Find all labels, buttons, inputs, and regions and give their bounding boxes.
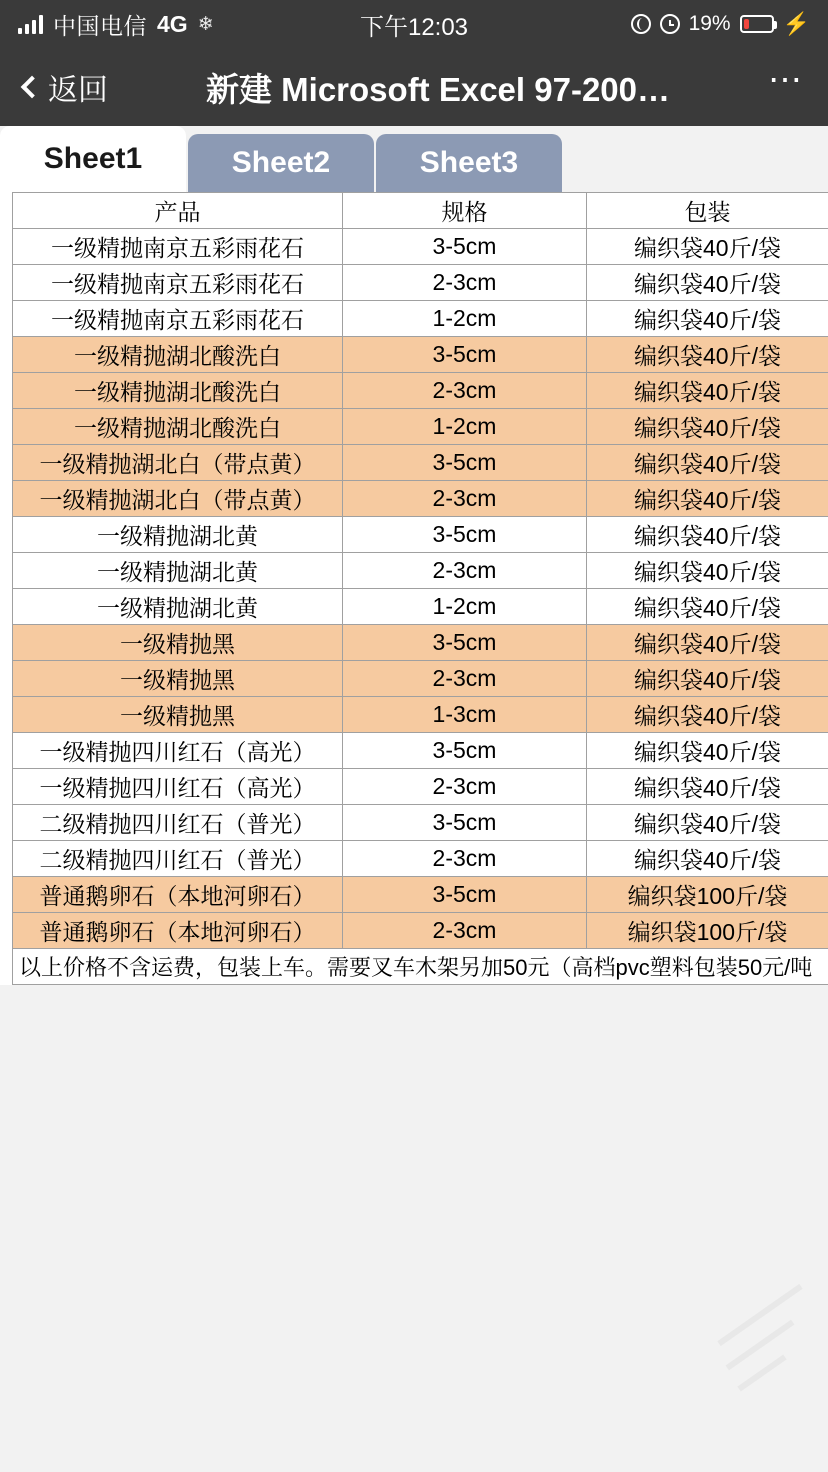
table-row[interactable] xyxy=(13,769,828,805)
tab-sheet1[interactable] xyxy=(0,126,186,192)
cell-product[interactable]: 一级精抛湖北黄 xyxy=(13,589,343,625)
cell-product[interactable]: 一级精抛湖北白（带点黄） xyxy=(13,445,343,481)
cell-spec[interactable]: 2-3cm xyxy=(343,841,587,877)
cell-packaging[interactable]: 编织袋40斤/袋 xyxy=(587,337,828,373)
snowflake-icon: ❄ xyxy=(197,13,214,35)
footer-note[interactable]: 以上价格不含运费，包装上车。需要叉车木架另加50元（高档pvc塑料包装50元/吨 xyxy=(13,949,828,985)
cell-spec[interactable]: 1-2cm xyxy=(343,409,587,445)
cell-product[interactable]: 一级精抛南京五彩雨花石 xyxy=(13,229,343,265)
cell-product[interactable]: 普通鹅卵石（本地河卵石） xyxy=(13,877,343,913)
table-row[interactable] xyxy=(13,229,828,265)
cell-product[interactable]: 二级精抛四川红石（普光） xyxy=(13,805,343,841)
cell-spec[interactable]: 2-3cm xyxy=(343,373,587,409)
cell-product[interactable]: 一级精抛南京五彩雨花石 xyxy=(13,265,343,301)
table-row[interactable] xyxy=(13,661,828,697)
column-header-packaging: 包装 xyxy=(587,193,828,229)
table-row[interactable] xyxy=(13,373,828,409)
column-header-spec: 规格 xyxy=(343,193,587,229)
sheet-tab-bar xyxy=(0,126,828,192)
carrier-label: 中国电信 xyxy=(53,12,147,39)
table-row[interactable] xyxy=(13,265,828,301)
cell-product[interactable]: 一级精抛南京五彩雨花石 xyxy=(13,301,343,337)
table-row[interactable] xyxy=(13,841,828,877)
chevron-left-icon xyxy=(21,76,44,99)
cell-spec[interactable]: 2-3cm xyxy=(343,661,587,697)
navigation-bar xyxy=(0,48,828,126)
cell-product[interactable]: 一级精抛湖北黄 xyxy=(13,517,343,553)
table-row[interactable] xyxy=(13,409,828,445)
cell-packaging[interactable]: 编织袋40斤/袋 xyxy=(587,229,828,265)
watermark-icon xyxy=(700,1282,820,1402)
cell-packaging[interactable]: 编织袋40斤/袋 xyxy=(587,841,828,877)
cell-spec[interactable]: 2-3cm xyxy=(343,913,587,949)
cell-product[interactable]: 一级精抛黑 xyxy=(13,697,343,733)
table-row[interactable] xyxy=(13,517,828,553)
cell-product[interactable]: 普通鹅卵石（本地河卵石） xyxy=(13,913,343,949)
cell-spec[interactable]: 1-2cm xyxy=(343,589,587,625)
cell-packaging[interactable]: 编织袋40斤/袋 xyxy=(587,301,828,337)
battery-icon xyxy=(740,15,774,33)
cell-packaging[interactable]: 编织袋40斤/袋 xyxy=(587,661,828,697)
table-row[interactable] xyxy=(13,553,828,589)
table-row[interactable] xyxy=(13,481,828,517)
clock-label: 下午12:03 xyxy=(359,13,469,41)
cell-packaging[interactable]: 编织袋40斤/袋 xyxy=(587,445,828,481)
cell-packaging[interactable]: 编织袋40斤/袋 xyxy=(587,517,828,553)
table-header-row xyxy=(13,193,828,229)
cell-product[interactable]: 一级精抛四川红石（高光） xyxy=(13,769,343,805)
table-row[interactable] xyxy=(13,337,828,373)
cell-spec[interactable]: 3-5cm xyxy=(343,337,587,373)
cell-packaging[interactable]: 编织袋40斤/袋 xyxy=(587,589,828,625)
table-row[interactable] xyxy=(13,877,828,913)
table-row[interactable] xyxy=(13,445,828,481)
cell-packaging[interactable]: 编织袋100斤/袋 xyxy=(587,877,828,913)
battery-percent-label: 19% xyxy=(688,12,731,35)
cell-product[interactable]: 一级精抛黑 xyxy=(13,661,343,697)
tab-sheet3-label: Sheet3 xyxy=(419,146,519,179)
cell-spec[interactable]: 3-5cm xyxy=(343,517,587,553)
cell-product[interactable]: 一级精抛湖北白（带点黄） xyxy=(13,481,343,517)
table-row[interactable] xyxy=(13,625,828,661)
more-options-icon[interactable]: ⋯ xyxy=(768,61,804,99)
cell-product[interactable]: 一级精抛湖北酸洗白 xyxy=(13,373,343,409)
column-header-product: 产品 xyxy=(13,193,343,229)
cell-product[interactable]: 一级精抛湖北酸洗白 xyxy=(13,337,343,373)
cell-packaging[interactable]: 编织袋40斤/袋 xyxy=(587,373,828,409)
cell-spec[interactable]: 1-2cm xyxy=(343,301,587,337)
cell-spec[interactable]: 2-3cm xyxy=(343,769,587,805)
cell-packaging[interactable]: 编织袋40斤/袋 xyxy=(587,265,828,301)
cell-product[interactable]: 一级精抛湖北黄 xyxy=(13,553,343,589)
cell-spec[interactable]: 3-5cm xyxy=(343,805,587,841)
cell-product[interactable]: 二级精抛四川红石（普光） xyxy=(13,841,343,877)
network-type-label: 4G xyxy=(157,10,188,37)
cell-spec[interactable]: 3-5cm xyxy=(343,229,587,265)
cell-spec[interactable]: 1-3cm xyxy=(343,697,587,733)
do-not-disturb-icon xyxy=(631,14,651,34)
cell-packaging[interactable]: 编织袋40斤/袋 xyxy=(587,409,828,445)
spreadsheet-table[interactable] xyxy=(12,192,828,985)
cell-spec[interactable]: 2-3cm xyxy=(343,265,587,301)
tab-sheet3[interactable] xyxy=(376,134,562,192)
cell-product[interactable]: 一级精抛黑 xyxy=(13,625,343,661)
table-row[interactable] xyxy=(13,589,828,625)
cell-spec[interactable]: 3-5cm xyxy=(343,877,587,913)
cell-packaging[interactable]: 编织袋40斤/袋 xyxy=(587,625,828,661)
tab-sheet2-label: Sheet2 xyxy=(231,146,331,179)
cell-spec[interactable]: 2-3cm xyxy=(343,481,587,517)
back-button-label: 返回 xyxy=(48,74,108,107)
cell-spec[interactable]: 3-5cm xyxy=(343,625,587,661)
cell-product[interactable]: 一级精抛四川红石（高光） xyxy=(13,733,343,769)
page-title: 新建 Microsoft Excel 97-200… xyxy=(206,70,670,108)
cell-spec[interactable]: 2-3cm xyxy=(343,553,587,589)
lightning-bolt-icon: ⚡ xyxy=(782,11,810,36)
cell-product[interactable]: 一级精抛湖北酸洗白 xyxy=(13,409,343,445)
cell-packaging[interactable]: 编织袋40斤/袋 xyxy=(587,553,828,589)
cell-packaging[interactable]: 编织袋100斤/袋 xyxy=(587,913,828,949)
cell-spec[interactable]: 3-5cm xyxy=(343,445,587,481)
table-row[interactable] xyxy=(13,697,828,733)
table-footer-note-row[interactable] xyxy=(13,949,828,985)
cell-packaging[interactable]: 编织袋40斤/袋 xyxy=(587,733,828,769)
table-row[interactable] xyxy=(13,913,828,949)
tab-sheet1-label: Sheet1 xyxy=(43,142,143,175)
table-row[interactable] xyxy=(13,805,828,841)
spreadsheet-area[interactable] xyxy=(0,192,828,985)
spreadsheet-body xyxy=(13,193,828,985)
cell-packaging[interactable]: 编织袋40斤/袋 xyxy=(587,805,828,841)
back-button[interactable] xyxy=(24,65,108,109)
table-row[interactable] xyxy=(13,301,828,337)
status-bar xyxy=(0,0,828,48)
alarm-icon xyxy=(660,14,680,34)
tab-sheet2[interactable] xyxy=(188,134,374,192)
cell-packaging[interactable]: 编织袋40斤/袋 xyxy=(587,769,828,805)
cell-spec[interactable]: 3-5cm xyxy=(343,733,587,769)
cell-packaging[interactable]: 编织袋40斤/袋 xyxy=(587,481,828,517)
cell-packaging[interactable]: 编织袋40斤/袋 xyxy=(587,697,828,733)
table-row[interactable] xyxy=(13,733,828,769)
